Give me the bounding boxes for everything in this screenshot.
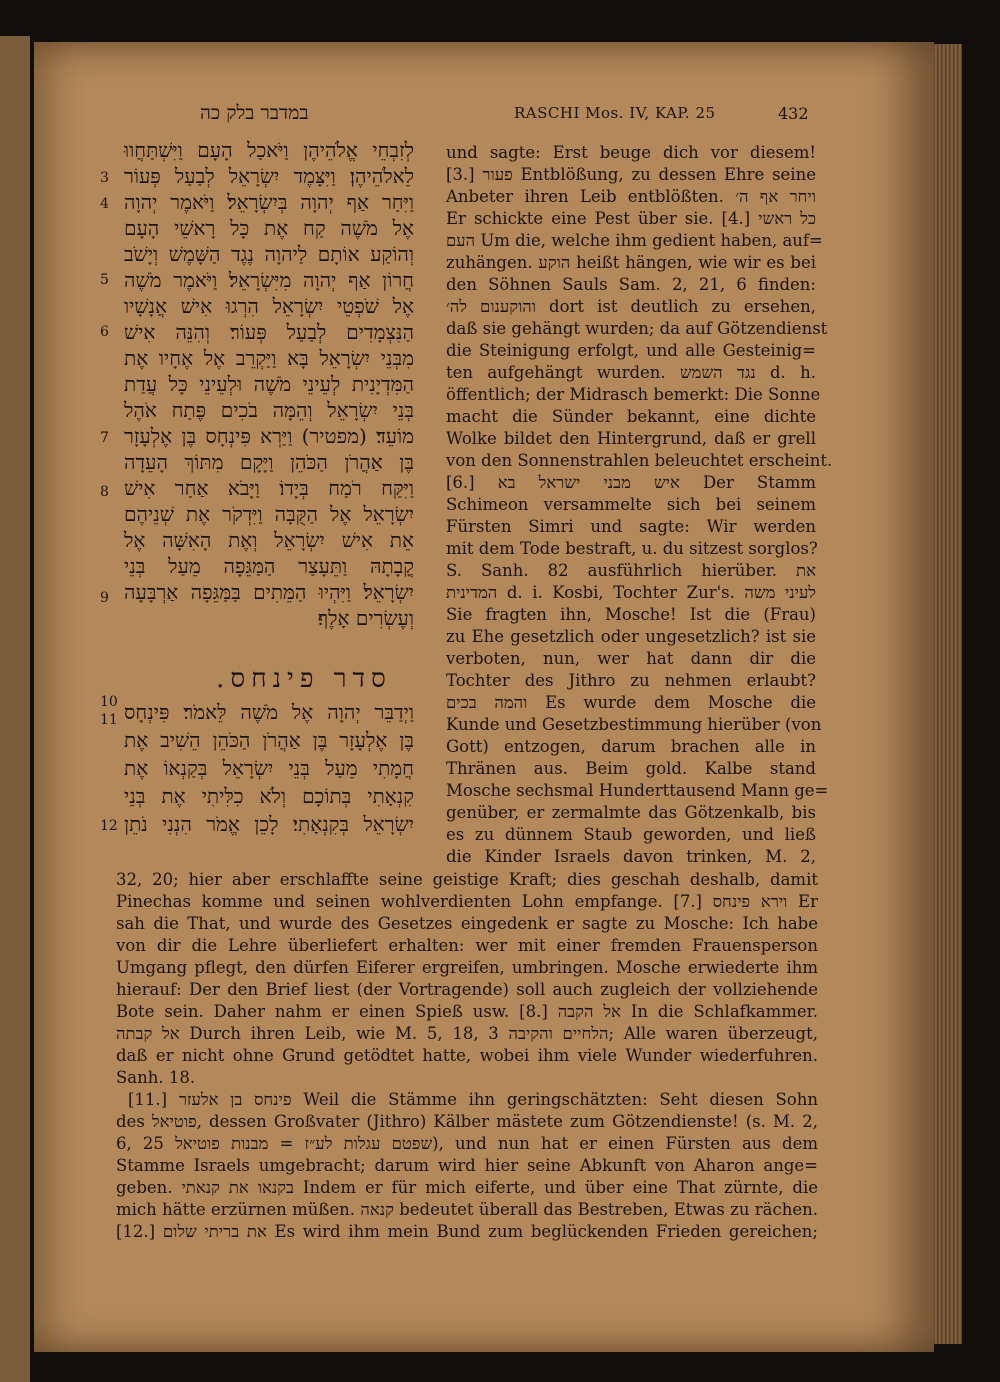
parasha-title: סדר פינחס. — [216, 664, 392, 694]
commentary-line: geben. בקנאו את קנאתי Indem er für mich eiferte, und über eine That zürnte, die — [116, 1178, 818, 1197]
commentary-line: daß er nicht ohne Grund getödtet hatte, wobei ihm viele Wunder wiederfuhren. — [116, 1046, 818, 1065]
commentary-line: Anbeter ihren Leib entblößten. ויחר אף ה׳ — [446, 187, 816, 206]
commentary-line: Er schickte eine Pest über sie. [4.] כל ראשי — [446, 209, 817, 228]
commentary-line: mich hätte erzürnen müßen. קנאה bedeutet überall das Bestreben, Etwas zu rächen. — [116, 1200, 818, 1219]
commentary-line: [12.] את בריתי שלום Es wird ihm mein Bund zum beglückenden Frieden gereichen; — [116, 1222, 818, 1241]
verse-number: 12 — [100, 818, 118, 834]
hebrew-line: הַנִּצְמָדִים לְבַעַל פְּעוֹר׃ וְהִנֵּה אִישׁ — [124, 320, 414, 344]
hebrew-line: מוֹעֵד׃ (מפטיר) וַיַּרְא פִּינְחָס בֶּן אֶלְעָזָר — [124, 424, 414, 448]
hebrew-line: חֲרוֹן אַף יְהוָה מִיִּשְׂרָאֵל׃ וַיֹּאמֶר מֹשֶׁה — [124, 268, 414, 292]
hebrew-line: אֶל שֹׁפְטֵי יִשְׂרָאֵל הִרְגוּ אִישׁ אֲנָשָׁיו — [124, 294, 414, 318]
commentary-line: העם Um die, welche ihm gedient haben, auf= — [446, 231, 823, 250]
header-hebrew: במדבר בלק כה — [200, 102, 309, 124]
verse-number: 4 — [100, 196, 109, 212]
verse-number: 5 — [100, 272, 109, 288]
commentary-line: Stamme Israels umgebracht; darum wird hier seine Abkunft von Aharon ange= — [116, 1156, 818, 1175]
hebrew-line: קִנְאָתִי בְּתוֹכָם וְלֹא כִלִּיתִי אֶת בְּנֵי — [124, 784, 414, 808]
commentary-line: [3.] פעור Entblößung, zu dessen Ehre seine — [446, 165, 816, 184]
commentary-line: zu Ehe gesetzlich oder ungesetzlich? ist sie — [446, 627, 816, 646]
commentary-line: והוקענום לה׳ dort ist deutlich zu ersehen, — [446, 297, 816, 316]
commentary-line: zuhängen. הוקע heißt hängen, wie wir es bei — [446, 253, 817, 272]
hebrew-line: הַמִּדְיָנִית לְעֵינֵי מֹשֶׁה וּלְעֵינֵי כָּל עֲדַת — [124, 372, 414, 396]
commentary-line: die Kinder Israels davon trinken, M. 2, — [446, 847, 816, 866]
hebrew-line: יִשְׂרָאֵל אֶל הַקֻּבָּה וַיִּדְקֹר אֶת שְׁנֵיהֶם — [124, 502, 414, 526]
hebrew-line: אֵת אִישׁ יִשְׂרָאֵל וְאֶת הָאִשָּׁה אֶל — [124, 528, 414, 552]
commentary-line: Kunde und Gesetzbestimmung hierüber (von — [446, 715, 822, 734]
commentary-line: 6, 25 שפטם עגלות לע״ז = מבנות פוטיאל), und nun hat er einen Fürsten aus dem — [116, 1134, 819, 1153]
hebrew-line: וַיִּקַּח רֹמַח בְּיָדוֹ׃ וַיָּבֹא אַחַר אִישׁ — [124, 476, 414, 500]
page-stack-edge — [934, 44, 962, 1344]
commentary-line: verboten, nun, wer hat dann dir die — [446, 649, 816, 668]
commentary-line: Gott) entzogen, darum brachen alle in — [446, 737, 816, 756]
hebrew-line: בֶּן אַהֲרֹן הַכֹּהֵן וַיָּקָם מִתּוֹךְ הָעֵדָה — [124, 450, 414, 474]
hebrew-line: בְּנֵי יִשְׂרָאֵל וְהֵמָּה בֹכִים פֶּתַח אֹהֶל — [124, 398, 414, 422]
verse-number: 10 — [100, 694, 118, 710]
commentary-line: Schimeon versammelte sich bei seinem — [446, 495, 816, 514]
commentary-line: Bote sein. Daher nahm er einen Spieß usw. [8.] אל הקבה In die Schlafkammer. — [116, 1002, 818, 1021]
hebrew-line: לְזִבְחֵי אֱלֹהֵיהֶן וַיֹּאכַל הָעָם וַיִּשְׁתַּחֲווּ — [124, 138, 414, 162]
commentary-line: des פוטיאל, dessen Großvater (Jithro) Kälber mästete zum Götzendienste! (s. M. 2, — [116, 1112, 819, 1131]
page-number: 432 — [778, 104, 809, 123]
commentary-line: Sanh. 18. — [116, 1068, 196, 1087]
commentary-line: המדינית d. i. Kosbi, Tochter Zur's. לעיני משה — [446, 583, 816, 602]
commentary-line: öffentlich; der Midrasch bemerkt: Die Sonne — [446, 385, 821, 404]
hebrew-line: וְהוֹקַע אוֹתָם לַיהוָה נֶגֶד הַשָּׁמֶשׁ וְיָשֹׁב — [124, 242, 414, 266]
commentary-line: Pinechas komme und seinen wohlverdienten Lohn empfange. [7.] וירא פינחס Er — [116, 892, 818, 911]
commentary-line: S. Sanh. 82 ausführlich hierüber. את — [446, 561, 816, 580]
commentary-line: והמה בכים Es wurde dem Mosche die — [446, 693, 816, 712]
verse-number: 7 — [100, 430, 109, 446]
commentary-line: Sie fragten ihn, Mosche! Ist die (Frau) — [446, 605, 816, 624]
commentary-line: [11.] פינחס בן אלעזר Weil die Stämme ihn geringschätzten: Seht diesen Sohn — [128, 1090, 818, 1109]
commentary-line: von dir die Lehre überliefert erhalten: wer mit einer fremden Frauensperson — [116, 936, 818, 955]
commentary-line: die Steinigung erfolgt, und alle Gesteinig= — [446, 341, 816, 360]
verse-number: 11 — [100, 712, 118, 728]
commentary-line: hierauf: Der den Brief liest (der Vortragende) soll auch zugleich der vollziehende — [116, 980, 818, 999]
hebrew-line: יִשְׂרָאֵל׃ וַיִּהְיוּ הַמֵּתִים בַּמַּגֵּפָה אַרְבָּעָה — [124, 580, 414, 604]
commentary-line: sah die That, und wurde des Gesetzes eingedenk er sagte zu Mosche: Ich habe — [116, 914, 818, 933]
commentary-line: Mosche sechsmal Hunderttausend Mann ge= — [446, 781, 829, 800]
hebrew-line: מִבְּנֵי יִשְׂרָאֵל בָּא וַיַּקְרֵב אֶל אֶחָיו אֶת — [124, 346, 414, 370]
verse-number: 3 — [100, 170, 109, 186]
hebrew-line: קֳבָתָהּ וַתֵּעָצַר הַמַּגֵּפָה מֵעַל בְּנֵי — [124, 554, 414, 578]
commentary-line: und sagte: Erst beuge dich vor diesem! — [446, 143, 816, 162]
commentary-line: Thränen aus. Beim gold. Kalbe stand — [446, 759, 816, 778]
commentary-line: es zu dünnem Staub geworden, und ließ — [446, 825, 816, 844]
running-title: RASCHI Mos. IV, KAP. 25 — [514, 104, 716, 122]
verse-number: 8 — [100, 484, 109, 500]
commentary-line: genüber, er zermalmte das Götzenkalb, bis — [446, 803, 816, 822]
hebrew-line: בֶּן אֶלְעָזָר בֶּן אַהֲרֹן הַכֹּהֵן הֵשִׁיב אֶת — [124, 728, 414, 752]
commentary-line: mit dem Tode bestraft, u. du sitzest sorglos? — [446, 539, 818, 558]
commentary-line: daß sie gehängt wurden; da auf Götzendienst — [446, 319, 828, 338]
commentary-line: Fürsten Simri und sagte: Wir werden — [446, 517, 816, 536]
hebrew-line: וַיְדַבֵּר יְהוָה אֶל מֹשֶׁה לֵּאמֹר׃ פִּינְחָס — [124, 700, 414, 724]
hebrew-line: אֶל מֹשֶׁה קַח אֶת כָּל רָאשֵׁי הָעָם — [124, 216, 414, 240]
commentary-line: von den Sonnenstrahlen beleuchtet erscheint. — [446, 451, 833, 470]
commentary-line: Umgang pflegt, den dürfen Eiferer ergreifen, umbringen. Mosche erwiederte ihm — [116, 958, 818, 977]
commentary-line: אל קבתה Durch ihren Leib, wie M. 5, 18, 3 הלחיים והקיבה; Alle waren überzeugt, — [116, 1024, 818, 1043]
hebrew-line: וְעֶשְׂרִים אָלֶף׃ — [317, 606, 414, 630]
commentary-line: den Söhnen Sauls Sam. 2, 21, 6 finden: — [446, 275, 816, 294]
hebrew-line: לֵאלֹהֵיהֶן׃ וַיִּצָּמֶד יִשְׂרָאֵל לְבַעַל פְּעוֹר — [124, 164, 414, 188]
left-page-edge — [0, 36, 30, 1382]
commentary-line: Tochter des Jithro zu nehmen erlaubt? — [446, 671, 816, 690]
commentary-line: macht die Sünder bekannt, eine dichte — [446, 407, 816, 426]
hebrew-line: חֲמָתִי מֵעַל בְּנֵי יִשְׂרָאֵל בְּקַנְאוֹ אֶת — [124, 756, 414, 780]
verse-number: 9 — [100, 590, 109, 606]
commentary-line: Wolke bildet den Hintergrund, daß er grell — [446, 429, 816, 448]
commentary-line: [6.] איש מבני ישראל בא Der Stamm — [446, 473, 816, 492]
commentary-line: 32, 20; hier aber erschlaffte seine geistige Kraft; dies geschah deshalb, damit — [116, 870, 818, 889]
hebrew-line: יִשְׂרָאֵל בְּקִנְאָתִי׃ לָכֵן אֱמֹר הִנְנִי נֹתֵן — [124, 812, 414, 836]
verse-number: 6 — [100, 324, 109, 340]
commentary-line: ten aufgehängt wurden. נגד השמש d. h. — [446, 363, 816, 382]
hebrew-line: וַיִּחַר אַף יְהוָה בְּיִשְׂרָאֵל׃ וַיֹּאמֶר יְהוָה — [124, 190, 414, 214]
